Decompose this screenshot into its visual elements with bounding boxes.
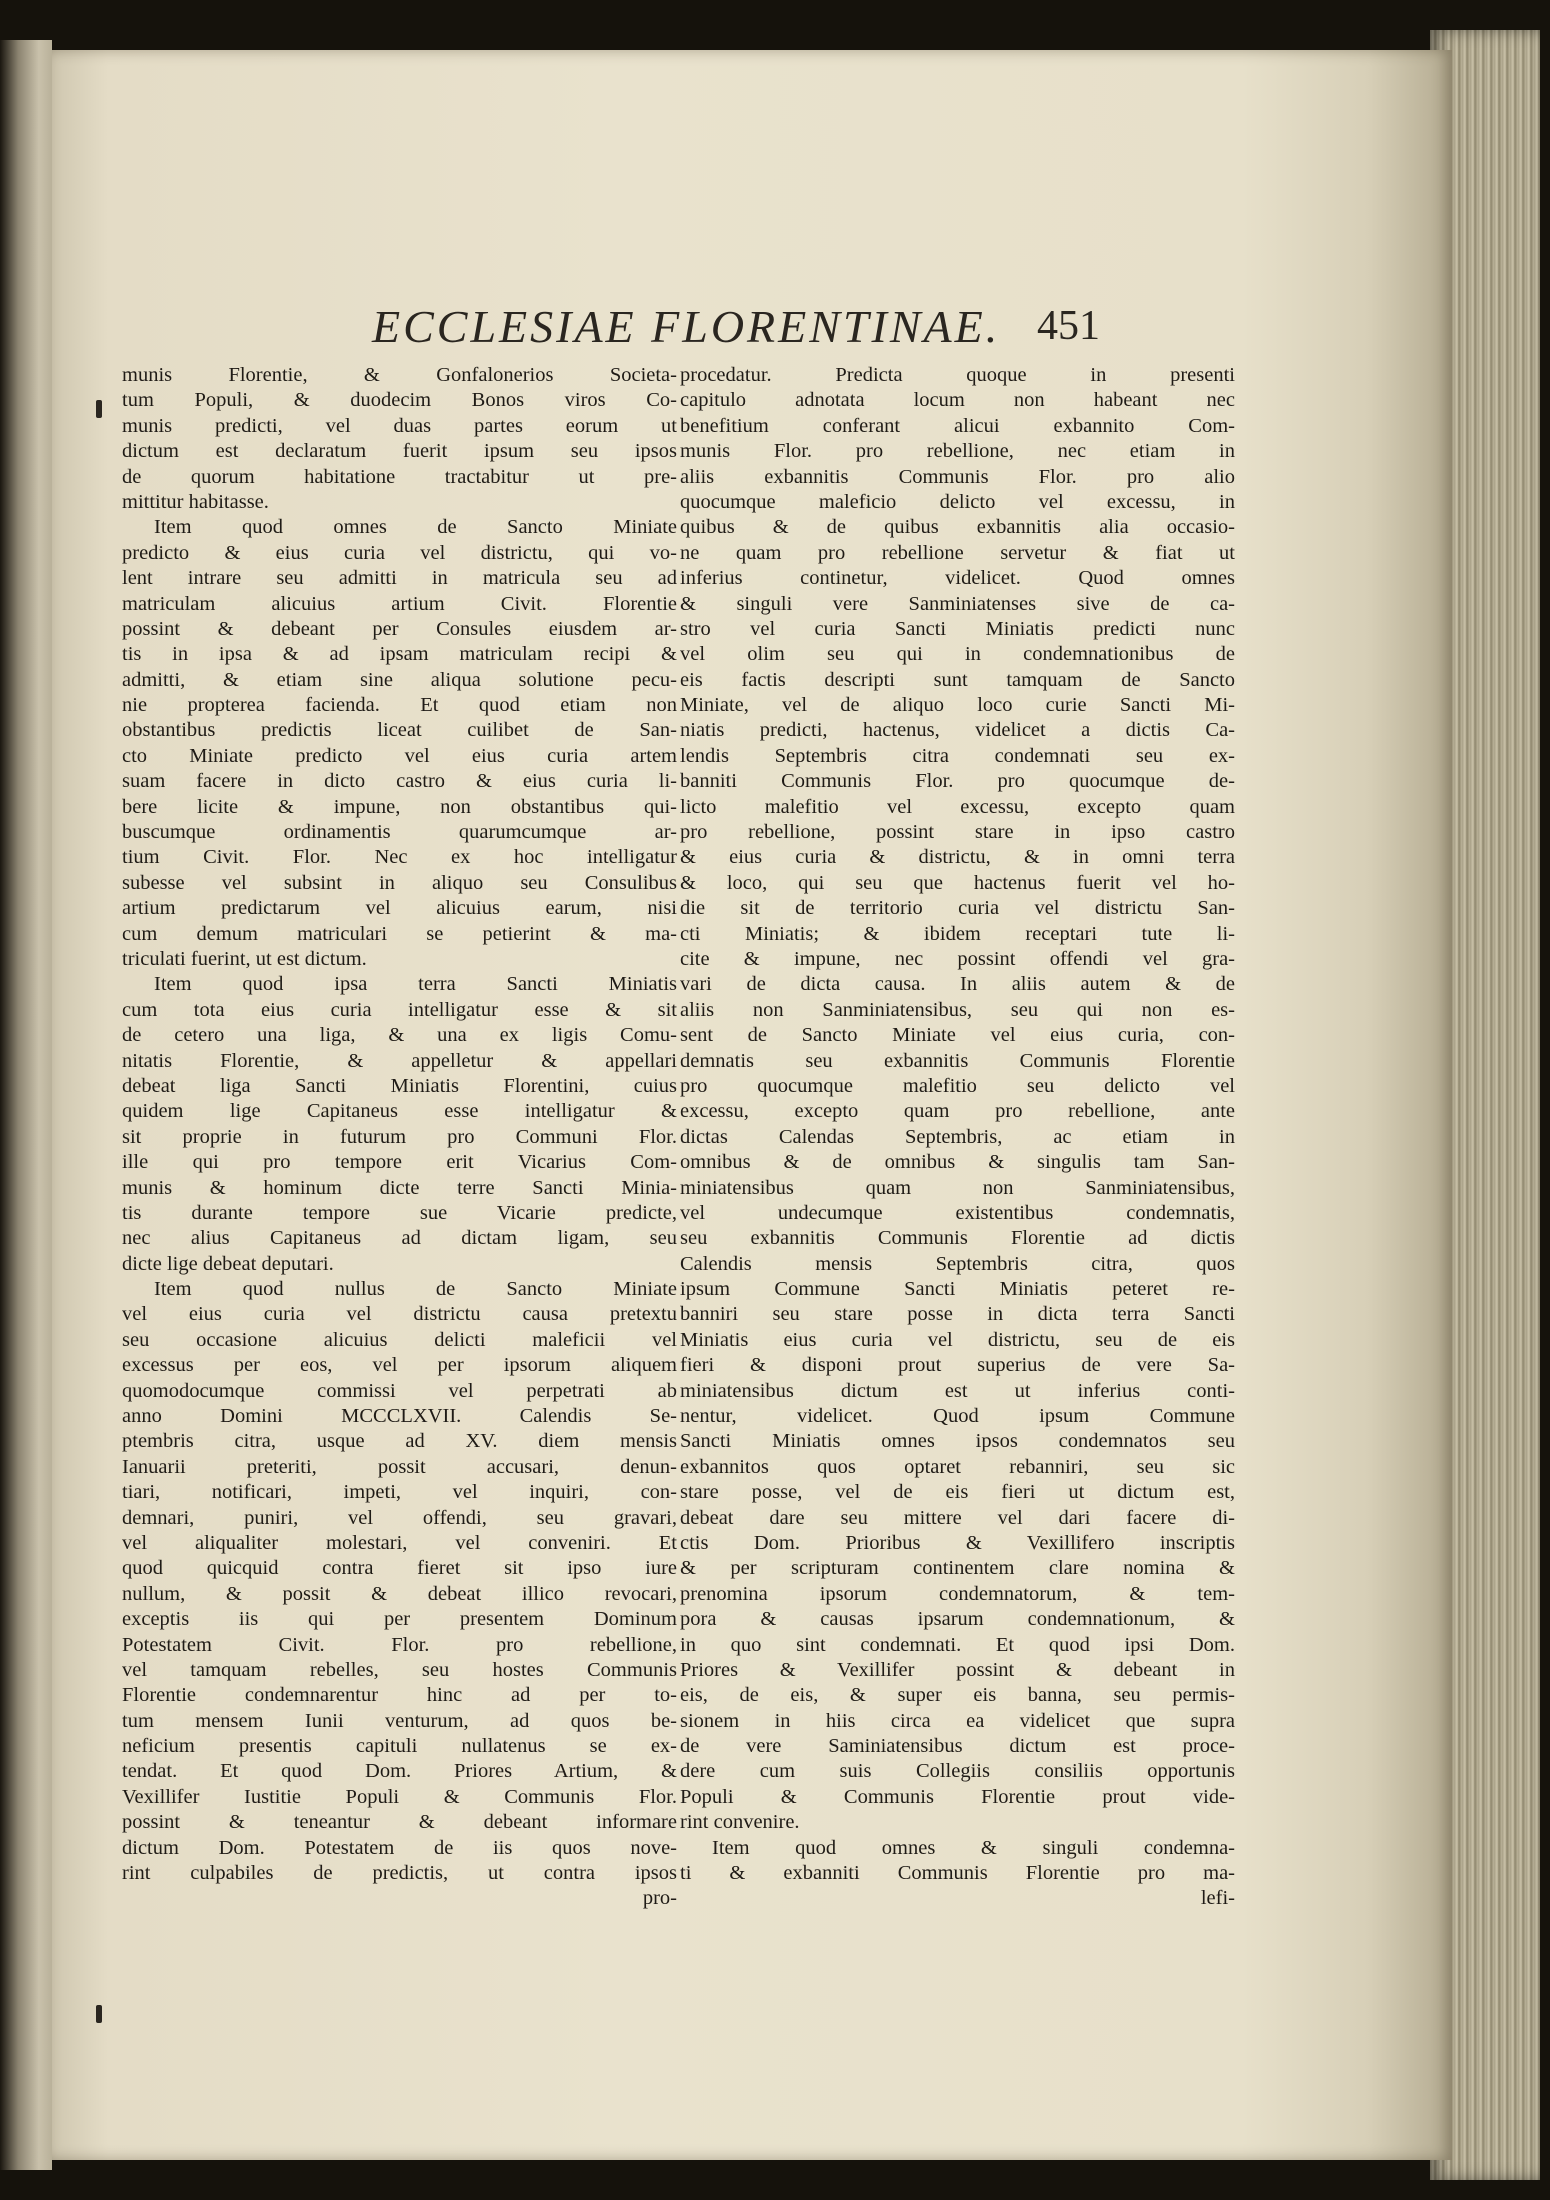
text-line: quod quicquid contra fieret sit ipso iure [122,1557,677,1580]
text-line: de cetero una liga, & una ex ligis Comu- [122,1024,677,1047]
text-line: quibus & de quibus exbannitis alia occasio- [680,516,1235,539]
text-line: & singuli vere Sanminiatenses sive de ca- [680,592,1235,615]
text-line: tis durante tempore sue Vicarie predicte, [122,1201,677,1224]
text-line: suam facere in dicto castro & eius curia li- [122,770,677,793]
text-line: banniri seu stare posse in dicta terra Sancti [680,1303,1235,1326]
text-line: Populi & Communis Florentie prout vide- [680,1785,1235,1808]
text-line: vel aliqualiter molestari, vel conveniri. Et [122,1531,677,1554]
book-page [52,50,1452,2160]
text-line: vel undecumque existentibus condemnatis, [680,1201,1235,1224]
text-line: seu exbannitis Communis Florentie ad dictis [680,1227,1235,1250]
text-line: possint & debeant per Consules eiusdem ar- [122,617,677,640]
text-line: dictum Dom. Potestatem de iis quos nove- [122,1836,677,1859]
page-number: 451 [1037,303,1100,349]
text-line: sent de Sancto Miniate vel eius curia, con- [680,1024,1235,1047]
text-line: rint culpabiles de predictis, ut contra ipsos [122,1862,677,1885]
text-line: aliis exbannitis Communis Flor. pro alio [680,465,1235,488]
text-line: nec alius Capitaneus ad dictam ligam, seu [122,1227,677,1250]
text-line: miniatensibus quam non Sanminiatensibus, [680,1176,1235,1199]
text-line: possint & teneantur & debeant informare [122,1811,677,1834]
text-line: eis, de eis, & super eis banna, seu permis- [680,1684,1235,1707]
text-line: prenomina ipsorum condemnatorum, & tem- [680,1582,1235,1605]
text-line: rint convenire. [680,1811,800,1834]
margin-mark [96,2005,102,2023]
text-line: cto Miniate predicto vel eius curia artem [122,744,677,767]
text-line: de vere Saminiatensibus dictum est proce- [680,1735,1235,1758]
text-line: nentur, videlicet. Quod ipsum Commune [680,1405,1235,1428]
text-line: obstantibus predictis liceat cuilibet de San- [122,719,677,742]
text-line: cum demum matriculari se petierint & ma- [122,922,677,945]
text-line: triculati fuerint, ut est dictum. [122,947,367,970]
text-line: debeat liga Sancti Miniatis Florentini, cuius [122,1074,677,1097]
text-line: ptembris citra, usque ad XV. diem mensis [122,1430,677,1453]
text-line: demnatis seu exbannitis Communis Florentie [680,1049,1235,1072]
text-line: eis factis descripti sunt tamquam de Sancto [680,668,1235,691]
text-line: niatis predicti, hactenus, videlicet a dictis Ca- [680,719,1235,742]
text-line: pro quocumque malefitio seu delicto vel [680,1074,1235,1097]
text-line: artium predictarum vel alicuius earum, nisi [122,897,677,920]
text-line: inferius continetur, videlicet. Quod omnes [680,567,1235,590]
text-line: Item quod ipsa terra Sancti Miniatis [154,973,677,996]
text-line: sionem in hiis circa ea videlicet que supra [680,1709,1235,1732]
text-line: ille qui pro tempore erit Vicarius Com- [122,1151,677,1174]
text-line: fieri & disponi prout superius de vere Sa- [680,1354,1235,1377]
text-line: Miniate, vel de aliquo loco curie Sancti Mi- [680,694,1235,717]
text-line: predicto & eius curia vel districtu, qui vo- [122,541,677,564]
text-line: dictum est declaratum fuerit ipsum seu ipsos [122,440,677,463]
text-line: pro- [642,1887,677,1910]
text-line: excessus per eos, vel per ipsorum aliquem [122,1354,677,1377]
text-line: procedatur. Predicta quoque in presenti [680,364,1235,386]
text-line: demnari, puniri, vel offendi, seu gravari, [122,1506,677,1529]
text-line: lent intrare seu admitti in matricula seu ad [122,567,677,590]
text-line: sit proprie in futurum pro Communi Flor. [122,1125,677,1148]
text-line: nitatis Florentie, & appelletur & appellari [122,1049,677,1072]
running-title: ECCLESIAE FLORENTINAE. [372,301,1001,352]
text-line: buscumque ordinamentis quarumcumque ar- [122,821,677,844]
text-line: pro rebellione, possint stare in ipso castro [680,821,1235,844]
text-line: tiari, notificari, impeti, vel inquiri, con- [122,1481,677,1504]
text-line: exceptis iis qui per presentem Dominum [122,1608,677,1631]
text-line: quomodocumque commissi vel perpetrati ab [122,1379,677,1402]
text-line: admitti, & etiam sine aliqua solutione pecu- [122,668,677,691]
text-line: aliis non Sanminiatensibus, seu qui non es- [680,998,1235,1021]
text-line: capitulo adnotata locum non habeant nec [680,389,1235,412]
text-line: & eius curia & districtu, & in omni terra [680,846,1235,869]
text-line: Item quod omnes & singuli condemna- [712,1836,1235,1859]
text-line: seu occasione alicuius delicti maleficii vel [122,1328,677,1351]
text-line: nie propterea facienda. Et quod etiam non [122,694,677,717]
text-line: licto malefitio vel excessu, excepto quam [680,795,1235,818]
text-line: nullum, & possit & debeat illico revocari, [122,1582,677,1605]
text-line: pora & causas ipsarum condemnationum, & [680,1608,1235,1631]
text-line: in quo sint condemnati. Et quod ipsi Dom. [680,1633,1235,1656]
text-line: lendis Septembris citra condemnati seu ex- [680,744,1235,767]
text-line: quidem lige Capitaneus esse intelligatur & [122,1100,677,1123]
text-line: vari de dicta causa. In aliis autem & de [680,973,1235,996]
text-line: & per scripturam continentem clare nomina & [680,1557,1235,1580]
text-line: miniatensibus dictum est ut inferius conti- [680,1379,1235,1402]
text-line: tendat. Et quod Dom. Priores Artium, & [122,1760,677,1783]
margin-mark [96,400,102,418]
text-line: Vexillifer Iustitie Populi & Communis Flor. [122,1785,677,1808]
text-line: tum mensem Iunii venturum, ad quos be- [122,1709,677,1732]
text-line: cti Miniatis; & ibidem receptari tute li- [680,922,1235,945]
text-line: subesse vel subsint in aliquo seu Consulibus [122,871,677,894]
text-line: munis predicti, vel duas partes eorum ut [122,414,677,437]
text-line: bere licite & impune, non obstantibus qui- [122,795,677,818]
text-line: banniti Communis Flor. pro quocumque de- [680,770,1235,793]
text-line: lefi- [1200,1887,1235,1910]
text-line: debeat dare seu mittere vel dari facere di- [680,1506,1235,1529]
text-line: ne quam pro rebellione servetur & fiat ut [680,541,1235,564]
text-line: vel tamquam rebelles, seu hostes Communis [122,1658,677,1681]
text-line: ti & exbanniti Communis Florentie pro ma- [680,1862,1235,1885]
text-line: dictas Calendas Septembris, ac etiam in [680,1125,1235,1148]
left-text-column [122,363,677,1912]
page-header [372,300,1100,360]
text-line: quocumque maleficio delicto vel excessu, in [680,490,1235,513]
text-line: munis & hominum dicte terre Sancti Minia- [122,1176,677,1199]
text-line: Miniatis eius curia vel districtu, seu de eis [680,1328,1235,1351]
text-line: Sancti Miniatis omnes ipsos condemnatos seu [680,1430,1235,1453]
text-line: tis in ipsa & ad ipsam matriculam recipi & [122,643,677,666]
text-line: Potestatem Civit. Flor. pro rebellione, [122,1633,677,1656]
facing-page-edge [0,40,52,2170]
text-line: omnibus & de omnibus & singulis tam San- [680,1151,1235,1174]
text-line: excessu, excepto quam pro rebellione, ante [680,1100,1235,1123]
text-line: vel eius curia vel districtu causa pretextu [122,1303,677,1326]
text-line: Florentie condemnarentur hinc ad per to- [122,1684,677,1707]
text-line: anno Domini MCCCLXVII. Calendis Se- [122,1405,677,1428]
text-line: ctis Dom. Prioribus & Vexillifero inscriptis [680,1531,1235,1554]
text-line: Calendis mensis Septembris citra, quos [680,1252,1235,1275]
text-line: neficium presentis capituli nullatenus se ex- [122,1735,677,1758]
text-line: matriculam alicuius artium Civit. Florentie [122,592,677,615]
text-line: Priores & Vexillifer possint & debeant in [680,1658,1235,1681]
text-line: cite & impune, nec possint offendi vel gra- [680,947,1235,970]
text-line: ipsum Commune Sancti Miniatis peteret re- [680,1278,1235,1301]
text-line: dere cum suis Collegiis consiliis opportunis [680,1760,1235,1783]
text-line: tum Populi, & duodecim Bonos viros Co- [122,389,677,412]
text-line: de quorum habitatione tractabitur ut pre- [122,465,677,488]
text-line: die sit de territorio curia vel districtu San- [680,897,1235,920]
text-line: stro vel curia Sancti Miniatis predicti nunc [680,617,1235,640]
text-line: stare posse, vel de eis fieri ut dictum est, [680,1481,1235,1504]
right-text-column [680,363,1235,1912]
text-line: vel olim seu qui in condemnationibus de [680,643,1235,666]
text-line: Ianuarii preteriti, possit accusari, denun- [122,1455,677,1478]
text-line: exbannitos quos optaret rebanniri, seu sic [680,1455,1235,1478]
text-line: Item quod omnes de Sancto Miniate [154,516,677,539]
text-line: Item quod nullus de Sancto Miniate [154,1278,677,1301]
text-line: cum tota eius curia intelligatur esse & sit [122,998,677,1021]
text-line: & loco, qui seu que hactenus fuerit vel ho- [680,871,1235,894]
text-line: dicte lige debeat deputari. [122,1252,334,1275]
text-line: benefitium conferant alicui exbannito Com- [680,414,1235,437]
text-line: munis Florentie, & Gonfalonerios Societa- [122,364,677,386]
text-line: mittitur habitasse. [122,490,269,513]
text-line: tium Civit. Flor. Nec ex hoc intelligatur [122,846,677,869]
text-line: munis Flor. pro rebellione, nec etiam in [680,440,1235,463]
